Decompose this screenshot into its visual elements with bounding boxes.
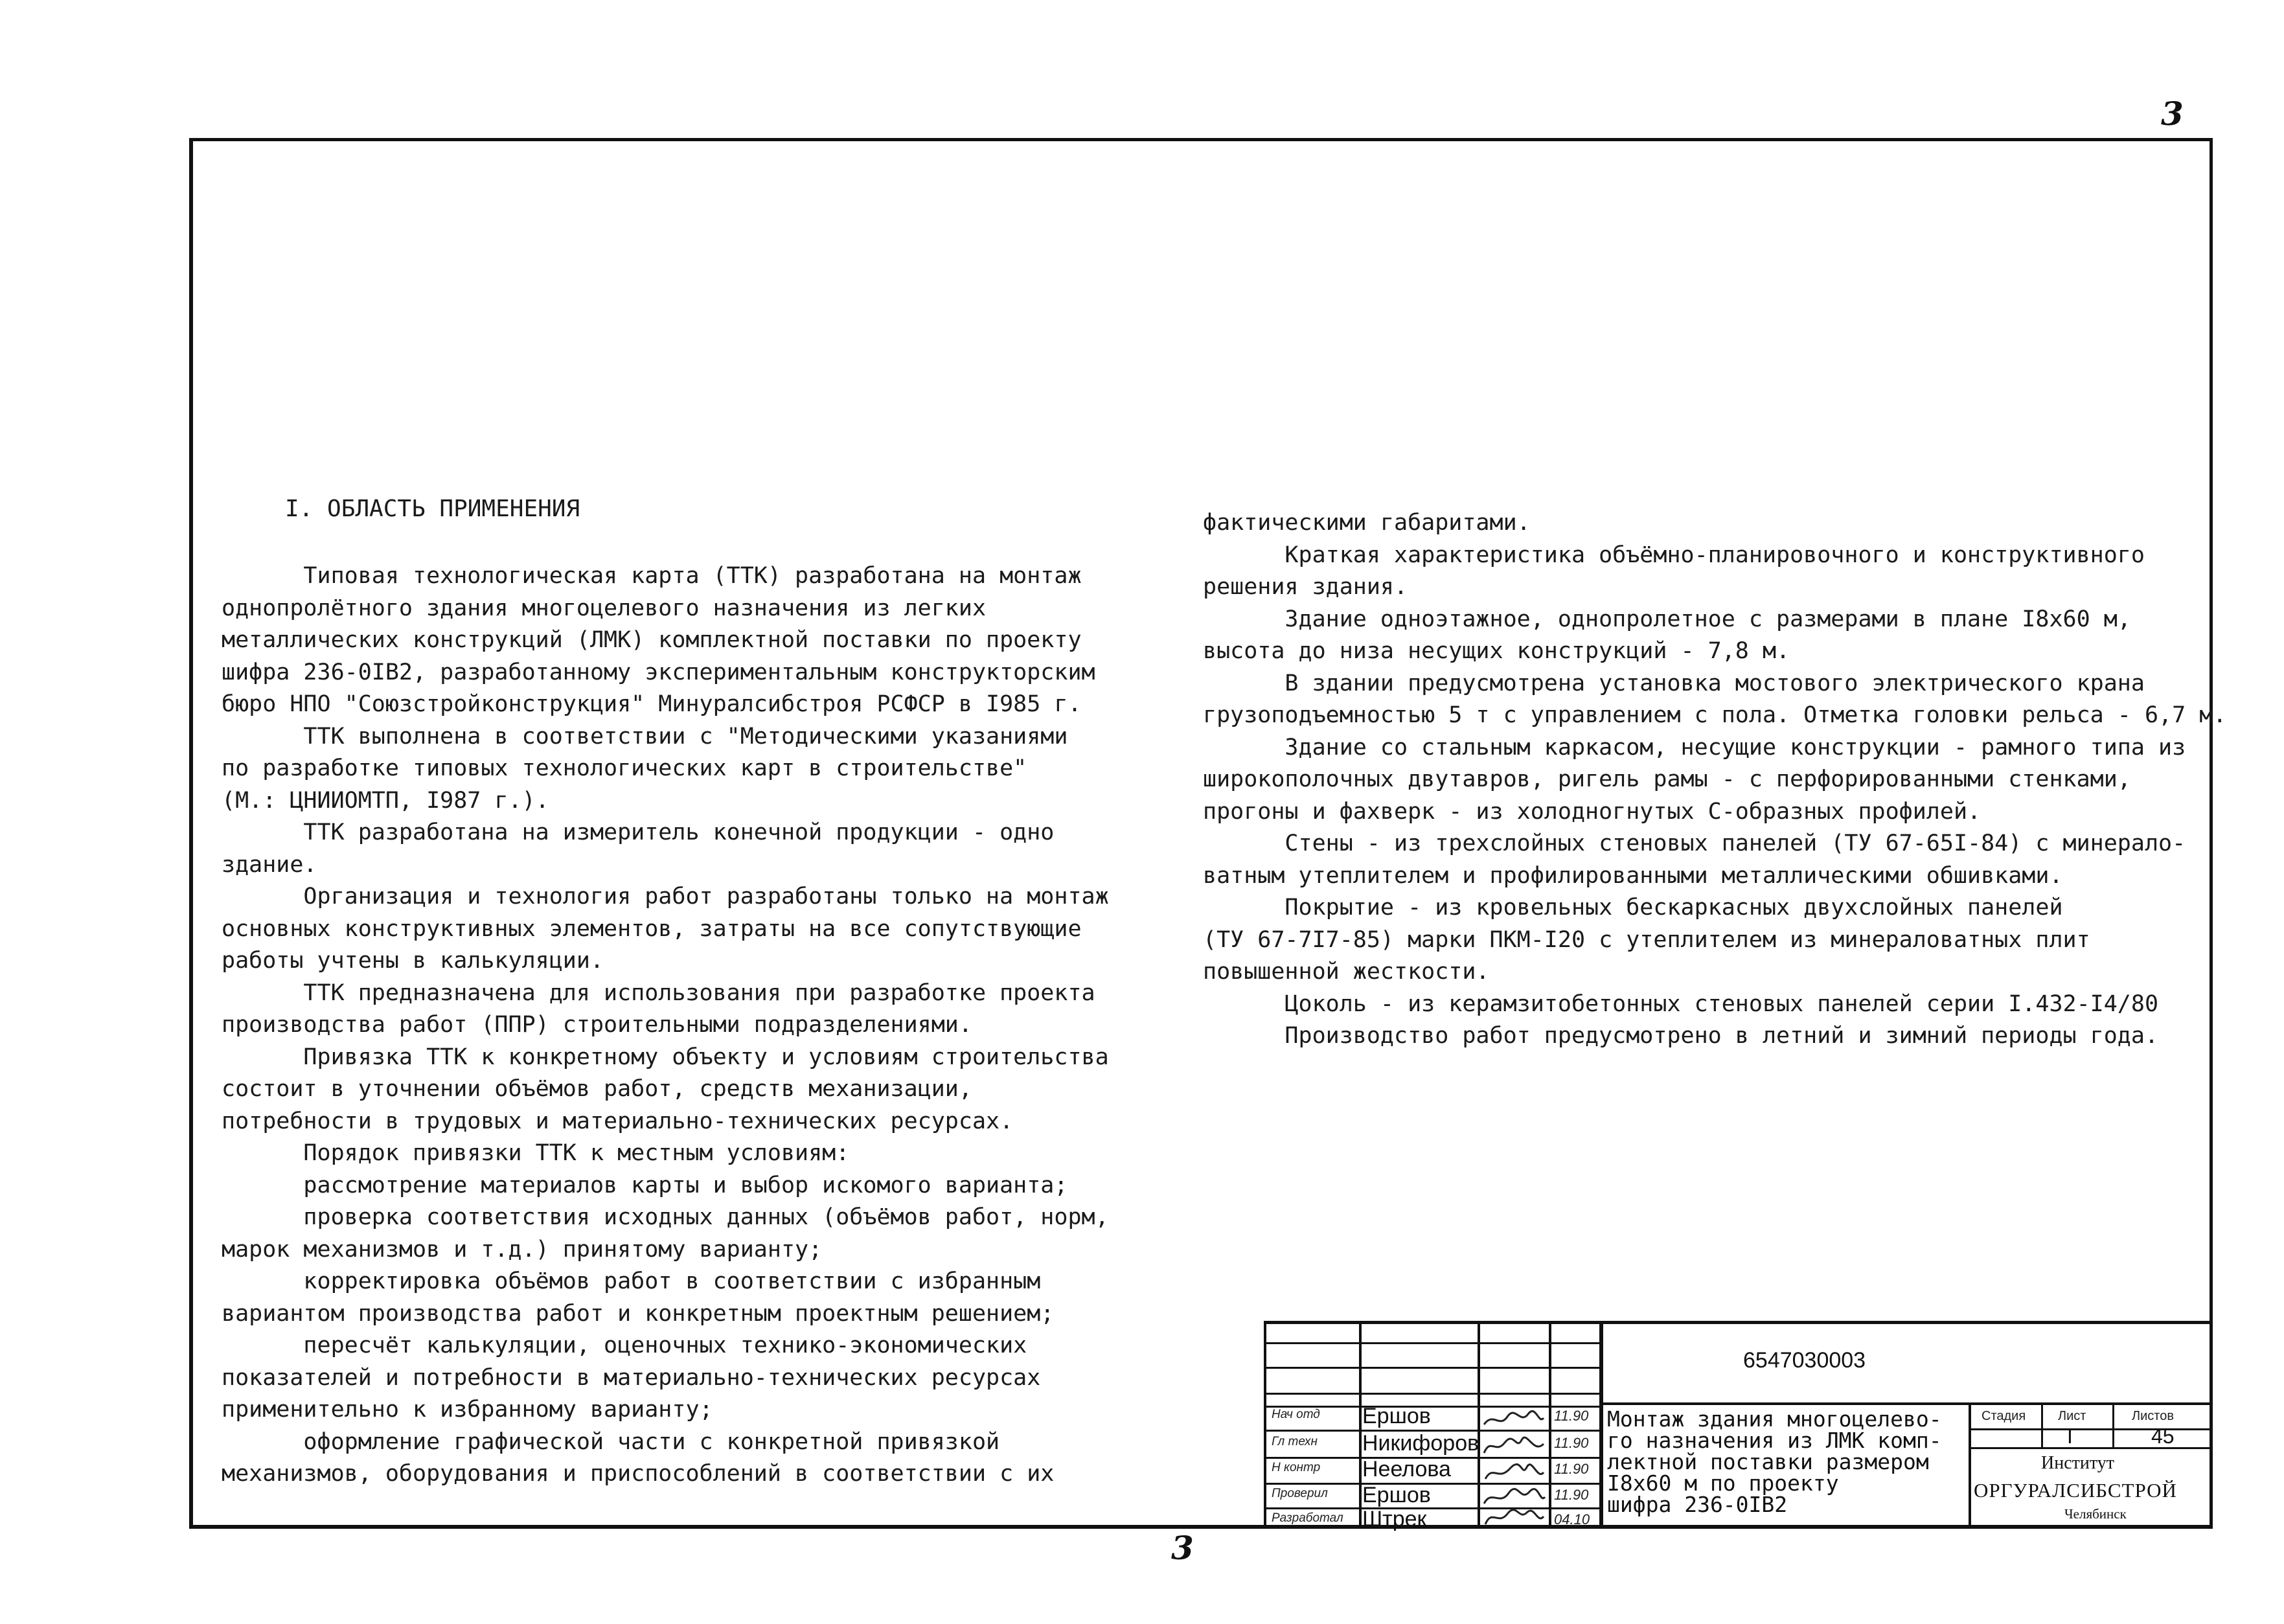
text-line: Типовая технологическая карта (ТТК) разработана на монтаж [222, 563, 1082, 589]
text-line: шифра 236-0IВ2, разработанному экспериментальным конструкторским [222, 659, 1095, 685]
document-title [1607, 1408, 1942, 1515]
signer-name: Неелова [1362, 1457, 1451, 1481]
text-line: Здание со стальным каркасом, несущие конструкции - рамного типа из [1203, 734, 2186, 761]
text-line: прогоны и фахверк - из холодногнутых С-образных профилей. [1203, 798, 1981, 825]
text-line: Цоколь - из керамзитобетонных стеновых панелей серии I.432-I4/80 [1203, 990, 2159, 1017]
sheets-header: Листов [2132, 1409, 2174, 1423]
title-line: Монтаж здания многоцелево- [1607, 1406, 1942, 1432]
sheets-value: 45 [2151, 1424, 2175, 1448]
title-block [1264, 1321, 2213, 1529]
role-label: Гл техн [1272, 1435, 1318, 1448]
text-line: Привязка ТТК к конкретному объекту и условиям строительства [222, 1044, 1109, 1070]
role-label: Проверил [1272, 1487, 1328, 1500]
role-label: Разработал [1272, 1511, 1343, 1525]
page-number-bottom: 3 [1171, 1529, 1194, 1567]
text-line: применительно к избранному варианту; [222, 1397, 713, 1423]
sheet-header: Лист [2058, 1409, 2086, 1423]
text-line: оформление графической части с конкретной привязкой [222, 1428, 1000, 1455]
text-line: широкополочных двутавров, ригель рамы - с перфорированными стенками, [1203, 766, 2131, 792]
text-line: ТТК выполнена в соответствии с "Методическими указаниями [222, 723, 1068, 749]
role-label: Нач отд [1272, 1408, 1320, 1421]
text-line: потребности в трудовых и материально-технических ресурсах. [222, 1108, 1014, 1134]
title-line: лектной поставки размером [1607, 1449, 1929, 1474]
text-line: пересчёт калькуляции, оценочных технико-экономических [222, 1332, 1027, 1358]
signer-name: Штрек [1362, 1507, 1427, 1531]
text-line: Здание одноэтажное, однопролетное с размерами в плане I8х60 м, [1203, 606, 2131, 632]
text-line: рассмотрение материалов карты и выбор искомого варианта; [222, 1172, 1068, 1198]
text-line: (М.: ЦНИИОМТП, I987 г.). [222, 787, 549, 814]
title-line: го назначения из ЛМК комп- [1607, 1428, 1942, 1453]
signer-name: Ершов [1362, 1483, 1431, 1507]
text-line: металлических конструкций (ЛМК) комплектной поставки по проекту [222, 627, 1082, 653]
text-line: показателей и потребности в материально-технических ресурсах [222, 1364, 1041, 1391]
signer-name: Никифоров [1362, 1431, 1479, 1456]
text-line: однопролётного здания многоцелевого назначения из легких [222, 595, 987, 621]
sign-date: 11.90 [1554, 1408, 1589, 1424]
text-line: Порядок привязки ТТК к местным условиям: [222, 1140, 850, 1166]
text-line: Покрытие - из кровельных бескаркасных двухслойных панелей [1203, 895, 2063, 921]
sign-date: 04.10 [1554, 1511, 1590, 1527]
page-number-top: 3 [2161, 95, 2184, 133]
text-line: грузоподъемностью 5 т с управлением с пола. Отметка головки рельса - 6,7 м. [1203, 702, 2227, 728]
title-line: шифра 236-0IВ2 [1607, 1492, 1788, 1517]
section-heading: I. ОБЛАСТЬ ПРИМЕНЕНИЯ [285, 496, 580, 522]
text-line: ватным утеплителем и профилированными металлическими обшивками. [1203, 862, 2063, 889]
text-line: механизмов, оборудования и приспособлений в соответствии с их [222, 1461, 1055, 1487]
text-line: ТТК предназначена для использования при разработке проекта [222, 979, 1095, 1006]
text-line: бюро НПО "Союзстройконструкция" Минуралсибстроя РСФСР в I985 г. [222, 691, 1082, 717]
text-line: вариантом производства работ и конкретным проектным решением; [222, 1300, 1055, 1327]
signer-name: Ершов [1362, 1404, 1431, 1428]
text-line: здание. [222, 851, 317, 878]
text-line: решения здания. [1203, 574, 1408, 600]
text-line: Производство работ предусмотрено в летний и зимний периоды года. [1203, 1023, 2159, 1049]
sign-date: 11.90 [1554, 1487, 1589, 1503]
sheet-value: I [2067, 1424, 2073, 1448]
handwritten-signatures [1481, 1405, 1546, 1525]
left-text-column [222, 560, 1109, 1491]
text-line: ТТК разработана на измеритель конечной продукции - одно [222, 819, 1055, 845]
text-line: по разработке типовых технологических карт в строительстве" [222, 755, 1027, 781]
stage-header: Стадия [1981, 1409, 2026, 1423]
text-line: состоит в уточнении объёмов работ, средств механизации, [222, 1076, 972, 1102]
text-line: (ТУ 67-7I7-85) марки ПКМ-I20 с утеплителем из минераловатных плит [1203, 926, 2090, 953]
text-line: Краткая характеристика объёмно-планировочного и конструктивного [1203, 542, 2145, 568]
text-line: марок механизмов и т.д.) принятому варианту; [222, 1236, 823, 1263]
document-code: 6547030003 [1743, 1348, 1866, 1373]
text-line: В здании предусмотрена установка мостового электрического крана [1203, 670, 2145, 696]
institute-label: Институт [2041, 1453, 2114, 1473]
text-line: корректировка объёмов работ в соответствии с избранным [222, 1268, 1041, 1294]
text-line: производства работ (ППР) строительными подразделениями. [222, 1012, 972, 1038]
right-text-column [1203, 507, 2226, 1053]
text-line: Стены - из трехслойных стеновых панелей (ТУ 67-65I-84) с минерало- [1203, 830, 2186, 856]
title-line: I8х60 м по проекту [1607, 1470, 1839, 1496]
text-line: Организация и технология работ разработаны только на монтаж [222, 884, 1109, 909]
text-line: проверка соответствия исходных данных (объёмов работ, норм, [222, 1204, 1109, 1230]
text-line: фактическими габаритами. [1203, 510, 1531, 536]
sign-date: 11.90 [1554, 1435, 1589, 1451]
text-line: работы учтены в калькуляции. [222, 948, 604, 974]
text-line: повышенной жесткости. [1203, 959, 1490, 985]
role-label: Н контр [1272, 1461, 1321, 1474]
text-line: основных конструктивных элементов, затраты на все сопутствующие [222, 915, 1082, 942]
sign-date: 11.90 [1554, 1461, 1589, 1477]
institute-name: ОРГУРАЛСИБСТРОЙ [1974, 1479, 2177, 1502]
text-line: высота до низа несущих конструкций - 7,8 м. [1203, 638, 1790, 664]
institute-city: Челябинск [2064, 1506, 2127, 1522]
